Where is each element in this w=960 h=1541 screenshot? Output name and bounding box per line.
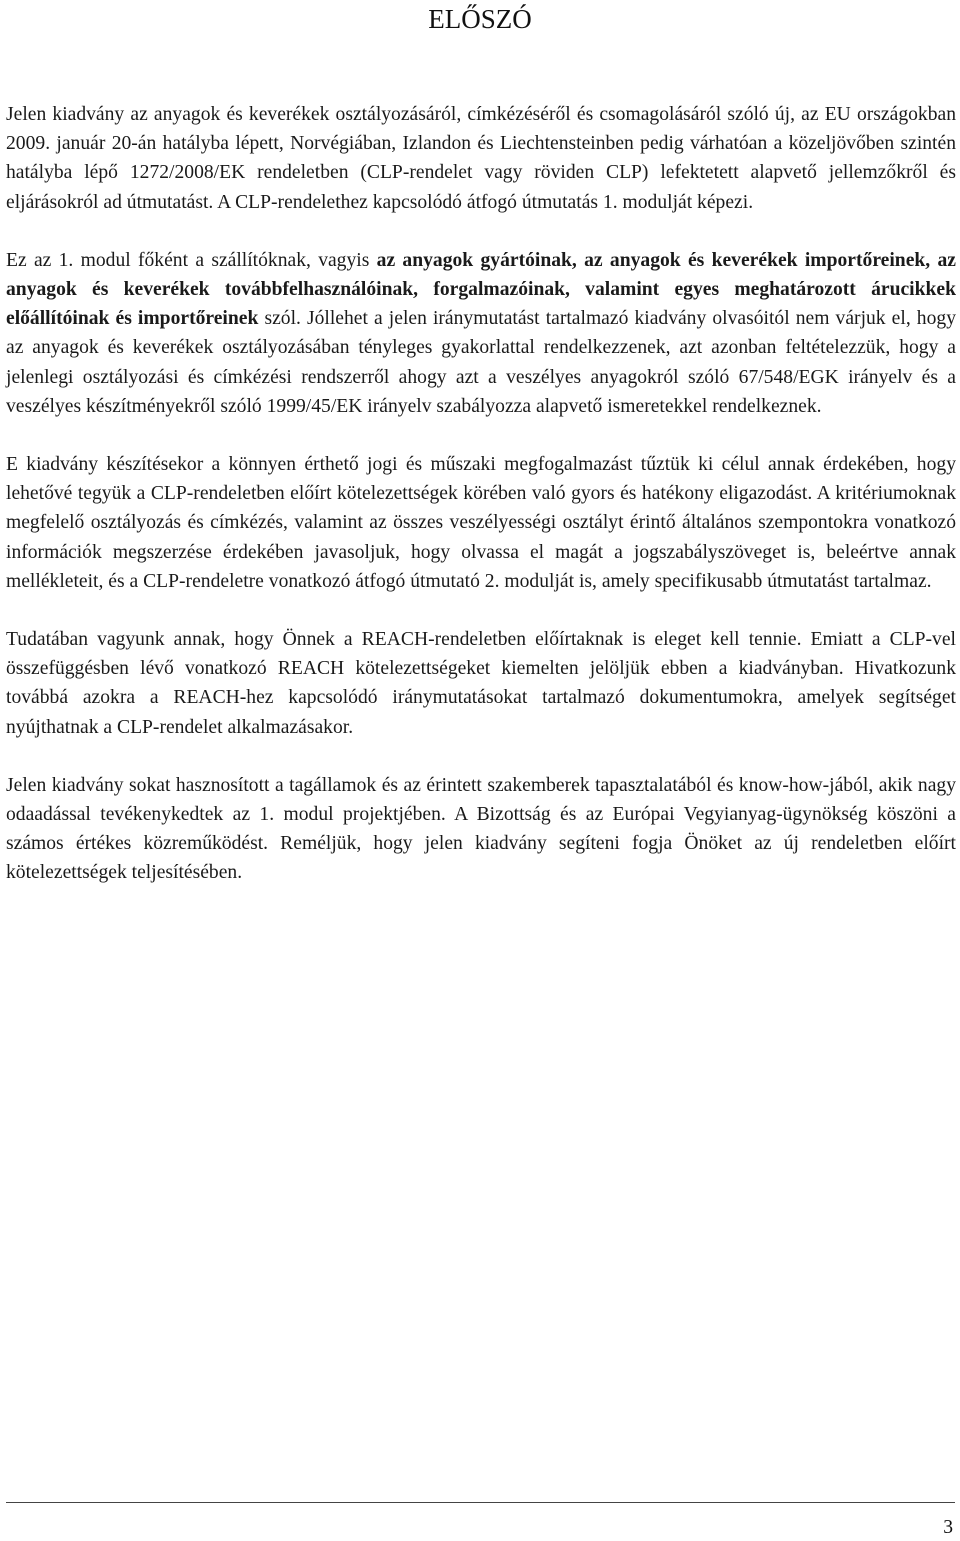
footer-divider xyxy=(6,1502,955,1503)
paragraph-audience-lead: Ez az 1. modul főként a szállítóknak, vagyis xyxy=(6,249,377,271)
paragraph-audience-bold: az anyagok gyártóinak, az anyagok és keverékek importőreinek, az anyagok és keverékek továbbfelhasználóinak, forgalmazóinak, valamint egyes meghatározott árucikkek előállítóinak és importőreinek xyxy=(6,249,956,330)
paragraph-reach: Tudatában vagyunk annak, hogy Önnek a REACH-rendeletben előírtaknak is eleget kell tennie. Emiatt a CLP-vel összefüggésben lévő vonatkozó REACH kötelezettségeket kiemelten jelöljük ebben a kiadványban. Hivatkozunk továbbá azokra a REACH-hez kapcsolódó iránymutatásokat tartalmazó dokumentumokra, amelyek segítséget nyújthatnak a CLP-rendelet alkalmazásakor. xyxy=(6,629,956,738)
document-body xyxy=(6,100,956,917)
paragraph-acknowledgement: Jelen kiadvány sokat hasznosított a tagállamok és az érintett szakemberek tapasztalatából és know-how-jából, akik nagy odaadással tevékenykedtek az 1. modul projektjében. A Bizottság és az Európai Vegyianyag-ügynökség köszöni a számos értékes közreműködést. Reméljük, hogy jelen kiadvány segíteni fogja Önöket az új rendeletben előírt kötelezettségek teljesítésében. xyxy=(6,774,956,884)
paragraph-purpose: E kiadvány készítésekor a könnyen érthető jogi és műszaki megfogalmazást tűztük ki célul annak érdekében, hogy lehetővé tegyük a CLP-rendeletben előírt kötelezettségek körében való gyors és hatékony eligazodást. A kritériumoknak megfelelő osztályozás és címkézés, valamint az összes veszélyességi osztályt érintő általános szempontokra vonatkozó információk megszerzése érdekében javasoljuk, hogy olvassa el magát a jogszabályszöveget is, beleértve annak mellékleteit, és a CLP-rendeletre vonatkozó átfogó útmutató 2. modulját is, amely specifikusabb útmutatást tartalmaz. xyxy=(6,454,956,592)
paragraph-audience-tail: szól. Jóllehet a jelen iránymutatást tartalmazó kiadvány olvasóitól nem várjuk el, hogy az anyagok és keverékek osztályozásában tényleges gyakorlattal rendelkezzenek, azt azonban feltételezzük, hogy a jelenlegi osztályozási és címkézési rendszerről ahogy azt a veszélyes anyagokról szóló 67/548/EGK irányelv és a veszélyes készítményekről szóló 1999/45/EK irányelv szabályozza alapvető ismeretekkel rendelkeznek. xyxy=(6,308,956,417)
page-number: 3 xyxy=(943,1517,953,1538)
page-title: ELŐSZÓ xyxy=(428,4,532,34)
paragraph-audience xyxy=(6,246,956,421)
paragraph-intro: Jelen kiadvány az anyagok és keverékek osztályozásáról, címkézéséről és csomagolásáról szóló új, az EU országokban 2009. január 20-án hatályba lépett, Norvégiában, Izlandon és Liechtensteinben pedig várhatóan a közeljövőben szintén hatályba lépő 1272/2008/EK rendeletben (CLP-rendelet vagy röviden CLP) lefektetett alapvető jellemzőkről és eljárásokról ad útmutatást. A CLP-rendelethez kapcsolódó átfogó útmutatás 1. modulját képezi. xyxy=(6,104,956,213)
